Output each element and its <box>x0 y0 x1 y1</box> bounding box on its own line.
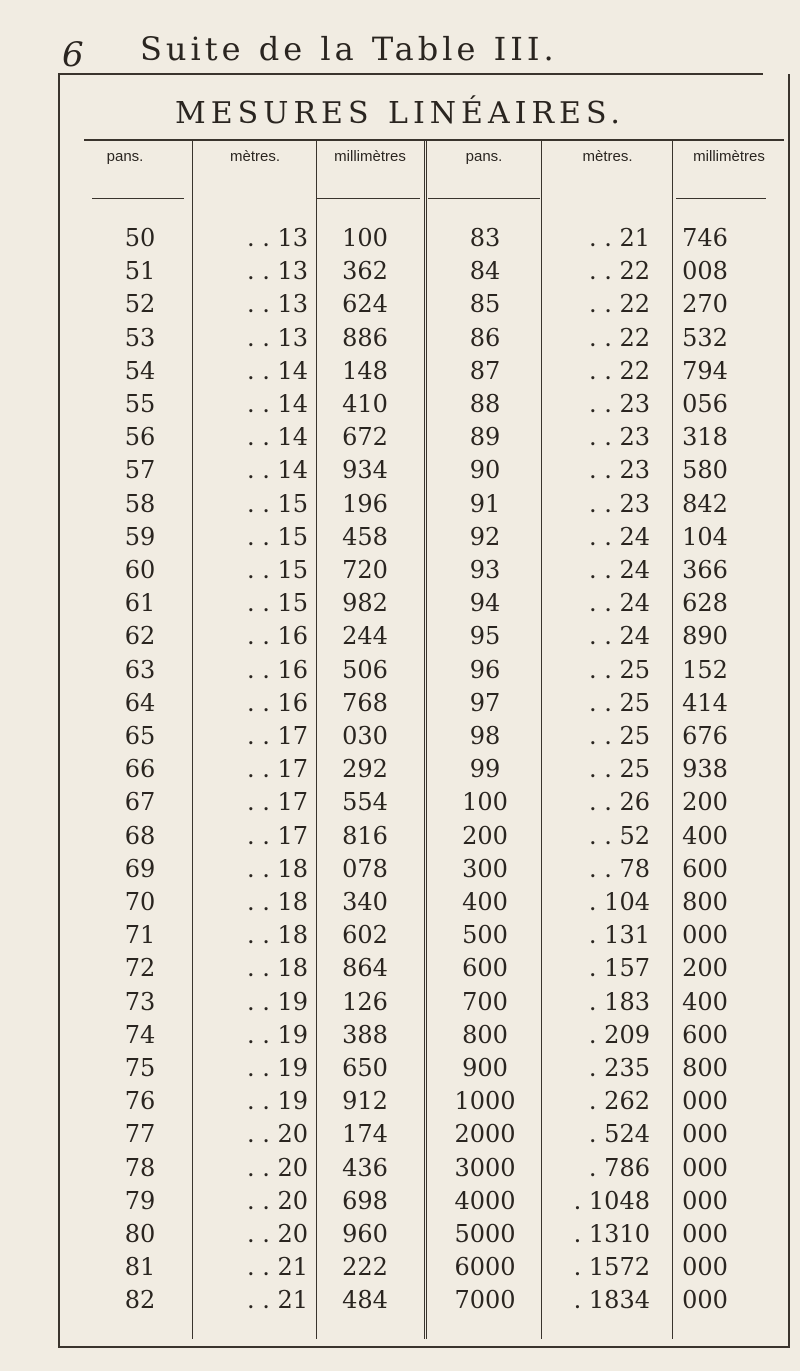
millimetres-cell: 506 <box>342 655 388 684</box>
pans-cell: 50 <box>124 224 156 252</box>
column-header-millimetres: millimètres <box>693 148 765 165</box>
pans-cell: 100 <box>462 788 508 817</box>
metres-cell: . . 15 <box>246 489 308 518</box>
metres-cell: . . 24 <box>588 589 650 618</box>
millimetres-cell: 842 <box>682 489 728 518</box>
metres-cell: . . 19 <box>246 1054 308 1082</box>
pans-cell: 3000 <box>454 1153 516 1182</box>
pans-cell: 84 <box>469 257 501 286</box>
pans-cell: 600 <box>462 954 508 983</box>
metres-cell: . . 13 <box>246 290 308 319</box>
millimetres-cell: 388 <box>342 1020 388 1049</box>
metres-cell: . 183 <box>588 987 650 1016</box>
table-row <box>0 888 800 916</box>
millimetres-cell: 000 <box>682 1087 728 1116</box>
metres-cell: . . 13 <box>246 323 308 352</box>
pans-cell: 99 <box>469 755 501 784</box>
pans-cell: 74 <box>124 1020 156 1049</box>
metres-cell: . . 14 <box>246 390 308 418</box>
pans-cell: 63 <box>124 655 156 684</box>
millimetres-cell: 000 <box>682 1120 728 1149</box>
millimetres-cell: 800 <box>682 888 728 916</box>
table-row <box>0 755 800 783</box>
metres-cell: . . 19 <box>246 1020 308 1049</box>
metres-cell: . . 13 <box>246 224 308 252</box>
column-header-metres: mètres. <box>582 148 633 165</box>
page-number: 6 <box>62 35 84 75</box>
table-row <box>0 921 800 949</box>
column-header-metres: mètres. <box>229 148 280 165</box>
metres-cell: . . 21 <box>588 224 650 252</box>
table-row <box>0 1154 800 1182</box>
millimetres-cell: 414 <box>682 688 728 717</box>
metres-cell: . . 23 <box>588 489 650 518</box>
running-title: Suite de la Table III. <box>140 30 558 68</box>
millimetres-cell: 600 <box>682 854 728 883</box>
table-row <box>0 490 800 518</box>
pans-cell: 2000 <box>454 1120 516 1149</box>
metres-cell: . . 25 <box>588 688 650 717</box>
millimetres-cell: 436 <box>342 1153 388 1182</box>
metres-cell: . . 14 <box>246 423 308 452</box>
metres-cell: . . 20 <box>246 1186 308 1215</box>
metres-cell: . . 18 <box>246 888 308 916</box>
millimetres-cell: 698 <box>342 1186 388 1215</box>
millimetres-cell: 078 <box>342 854 388 883</box>
pans-cell: 96 <box>469 655 501 684</box>
pans-cell: 4000 <box>454 1186 516 1215</box>
pans-cell: 97 <box>469 688 501 717</box>
millimetres-cell: 244 <box>342 622 388 651</box>
metres-cell: . . 17 <box>246 788 308 817</box>
table-row <box>0 1087 800 1115</box>
metres-cell: . . 17 <box>246 722 308 750</box>
table-row <box>0 822 800 850</box>
pans-cell: 64 <box>124 688 156 717</box>
pans-cell: 56 <box>124 423 156 452</box>
metres-cell: . . 25 <box>588 655 650 684</box>
pans-cell: 65 <box>124 722 156 750</box>
pans-cell: 86 <box>469 323 501 352</box>
pans-cell: 60 <box>124 556 156 584</box>
millimetres-cell: 000 <box>682 1286 728 1315</box>
pans-cell: 57 <box>124 456 156 485</box>
metres-cell: . . 20 <box>246 1153 308 1182</box>
millimetres-cell: 864 <box>342 954 388 983</box>
millimetres-cell: 362 <box>342 257 388 286</box>
millimetres-cell: 200 <box>682 788 728 817</box>
metres-cell: . 1572 <box>573 1253 650 1282</box>
millimetres-cell: 000 <box>682 921 728 950</box>
pans-cell: 87 <box>469 356 501 385</box>
header-underline <box>92 198 184 199</box>
metres-cell: . 157 <box>588 954 650 983</box>
millimetres-cell: 600 <box>682 1020 728 1049</box>
pans-cell: 400 <box>462 888 508 916</box>
millimetres-cell: 458 <box>342 522 388 551</box>
pans-cell: 81 <box>124 1253 156 1282</box>
pans-cell: 82 <box>124 1286 156 1315</box>
millimetres-cell: 000 <box>682 1153 728 1182</box>
pans-cell: 88 <box>469 390 501 418</box>
metres-cell: . . 17 <box>246 755 308 784</box>
metres-cell: . . 17 <box>246 821 308 850</box>
header-underline <box>428 198 540 199</box>
metres-cell: . . 20 <box>246 1120 308 1149</box>
metres-cell: . . 16 <box>246 655 308 684</box>
table-row <box>0 523 800 551</box>
millimetres-cell: 292 <box>342 755 388 784</box>
table-row <box>0 689 800 717</box>
column-header-pans: pans. <box>106 148 144 165</box>
table-row <box>0 1187 800 1215</box>
millimetres-cell: 934 <box>342 456 388 485</box>
pans-cell: 800 <box>462 1020 508 1049</box>
metres-cell: . . 25 <box>588 755 650 784</box>
millimetres-cell: 400 <box>682 821 728 850</box>
metres-cell: . 786 <box>588 1153 650 1182</box>
pans-cell: 61 <box>124 589 156 618</box>
pans-cell: 94 <box>469 589 501 618</box>
millimetres-cell: 000 <box>682 1253 728 1282</box>
pans-cell: 93 <box>469 556 501 584</box>
metres-cell: . . 24 <box>588 556 650 584</box>
millimetres-cell: 196 <box>342 489 388 518</box>
pans-cell: 89 <box>469 423 501 452</box>
table-row <box>0 589 800 617</box>
pans-cell: 69 <box>124 854 156 883</box>
metres-cell: . 104 <box>588 888 650 916</box>
metres-cell: . . 18 <box>246 954 308 983</box>
pans-cell: 6000 <box>454 1253 516 1282</box>
pans-cell: 55 <box>124 390 156 418</box>
millimetres-cell: 720 <box>342 556 388 584</box>
millimetres-cell: 366 <box>682 556 728 584</box>
metres-cell: . . 19 <box>246 987 308 1016</box>
pans-cell: 500 <box>462 921 508 950</box>
pans-cell: 72 <box>124 954 156 983</box>
pans-cell: 700 <box>462 987 508 1016</box>
millimetres-cell: 008 <box>682 257 728 286</box>
millimetres-cell: 200 <box>682 954 728 983</box>
table-row <box>0 622 800 650</box>
millimetres-cell: 104 <box>682 522 728 551</box>
millimetres-cell: 890 <box>682 622 728 651</box>
metres-cell: . . 23 <box>588 423 650 452</box>
pans-cell: 78 <box>124 1153 156 1182</box>
metres-cell: . . 23 <box>588 390 650 418</box>
millimetres-cell: 410 <box>342 390 388 418</box>
table-row <box>0 1054 800 1082</box>
header-underline <box>316 198 420 199</box>
pans-cell: 75 <box>124 1054 156 1082</box>
table-row <box>0 556 800 584</box>
pans-cell: 7000 <box>454 1286 516 1315</box>
millimetres-cell: 100 <box>342 224 388 252</box>
metres-cell: . . 15 <box>246 556 308 584</box>
metres-cell: . 524 <box>588 1120 650 1149</box>
table-row <box>0 1021 800 1049</box>
metres-cell: . 235 <box>588 1054 650 1082</box>
millimetres-cell: 126 <box>342 987 388 1016</box>
millimetres-cell: 056 <box>682 390 728 418</box>
millimetres-cell: 982 <box>342 589 388 618</box>
millimetres-cell: 938 <box>682 755 728 784</box>
table-row <box>0 855 800 883</box>
metres-cell: . . 14 <box>246 356 308 385</box>
metres-cell: . . 15 <box>246 522 308 551</box>
metres-cell: . . 25 <box>588 722 650 750</box>
metres-cell: . . 22 <box>588 257 650 286</box>
pans-cell: 62 <box>124 622 156 651</box>
header-underline <box>676 198 766 199</box>
millimetres-cell: 800 <box>682 1054 728 1082</box>
pans-cell: 79 <box>124 1186 156 1215</box>
pans-cell: 73 <box>124 987 156 1016</box>
column-header-pans: pans. <box>465 148 503 165</box>
table-row <box>0 324 800 352</box>
pans-cell: 80 <box>124 1220 156 1248</box>
millimetres-cell: 794 <box>682 356 728 385</box>
table-row <box>0 390 800 418</box>
metres-cell: . . 26 <box>588 788 650 817</box>
millimetres-cell: 580 <box>682 456 728 485</box>
metres-cell: . . 22 <box>588 290 650 319</box>
metres-cell: . . 16 <box>246 622 308 651</box>
millimetres-cell: 222 <box>342 1253 388 1282</box>
pans-cell: 66 <box>124 755 156 784</box>
metres-cell: . 131 <box>588 921 650 950</box>
millimetres-cell: 318 <box>682 423 728 452</box>
table-row <box>0 290 800 318</box>
millimetres-cell: 676 <box>682 722 728 750</box>
metres-cell: . . 20 <box>246 1220 308 1248</box>
metres-cell: . 209 <box>588 1020 650 1049</box>
metres-cell: . . 21 <box>246 1286 308 1315</box>
table-row <box>0 788 800 816</box>
millimetres-cell: 886 <box>342 323 388 352</box>
pans-cell: 91 <box>469 489 501 518</box>
pans-cell: 68 <box>124 821 156 850</box>
millimetres-cell: 270 <box>682 290 728 319</box>
table-row <box>0 1286 800 1314</box>
metres-cell: . . 15 <box>246 589 308 618</box>
table-row <box>0 1220 800 1248</box>
pans-cell: 58 <box>124 489 156 518</box>
pans-cell: 98 <box>469 722 501 750</box>
pans-cell: 67 <box>124 788 156 817</box>
pans-cell: 95 <box>469 622 501 651</box>
table-row <box>0 224 800 252</box>
millimetres-cell: 532 <box>682 323 728 352</box>
table-row <box>0 357 800 385</box>
pans-cell: 85 <box>469 290 501 319</box>
pans-cell: 300 <box>462 854 508 883</box>
table-row <box>0 456 800 484</box>
section-title: MESURES LINÉAIRES. <box>175 96 625 131</box>
metres-cell: . 262 <box>588 1087 650 1116</box>
millimetres-cell: 030 <box>342 722 388 750</box>
table-row <box>0 954 800 982</box>
millimetres-cell: 340 <box>342 888 388 916</box>
metres-cell: . . 16 <box>246 688 308 717</box>
heading-rule <box>84 139 784 141</box>
pans-cell: 90 <box>469 456 501 485</box>
pans-cell: 1000 <box>454 1087 516 1116</box>
metres-cell: . . 24 <box>588 622 650 651</box>
millimetres-cell: 628 <box>682 589 728 618</box>
millimetres-cell: 000 <box>682 1220 728 1248</box>
metres-cell: . . 78 <box>588 854 650 883</box>
pans-cell: 52 <box>124 290 156 319</box>
pans-cell: 83 <box>469 224 501 252</box>
metres-cell: . . 23 <box>588 456 650 485</box>
millimetres-cell: 672 <box>342 423 388 452</box>
millimetres-cell: 148 <box>342 356 388 385</box>
millimetres-cell: 152 <box>682 655 728 684</box>
pans-cell: 200 <box>462 821 508 850</box>
millimetres-cell: 624 <box>342 290 388 319</box>
millimetres-cell: 650 <box>342 1054 388 1082</box>
table-row <box>0 257 800 285</box>
metres-cell: . 1310 <box>573 1220 650 1248</box>
metres-cell: . . 18 <box>246 854 308 883</box>
table-row <box>0 1120 800 1148</box>
metres-cell: . . 21 <box>246 1253 308 1282</box>
column-header-millimetres: millimètres <box>334 148 406 165</box>
pans-cell: 53 <box>124 323 156 352</box>
millimetres-cell: 000 <box>682 1186 728 1215</box>
pans-cell: 77 <box>124 1120 156 1149</box>
millimetres-cell: 960 <box>342 1220 388 1248</box>
table-row <box>0 988 800 1016</box>
metres-cell: . 1834 <box>573 1286 650 1315</box>
pans-cell: 71 <box>124 921 156 950</box>
metres-cell: . 1048 <box>573 1186 650 1215</box>
metres-cell: . . 22 <box>588 323 650 352</box>
table-row <box>0 656 800 684</box>
metres-cell: . . 18 <box>246 921 308 950</box>
table-row <box>0 1253 800 1281</box>
pans-cell: 54 <box>124 356 156 385</box>
table-row <box>0 423 800 451</box>
table-row <box>0 722 800 750</box>
pans-cell: 5000 <box>454 1220 516 1248</box>
millimetres-cell: 746 <box>682 224 728 252</box>
pans-cell: 70 <box>124 888 156 916</box>
millimetres-cell: 768 <box>342 688 388 717</box>
millimetres-cell: 174 <box>342 1120 388 1149</box>
metres-cell: . . 13 <box>246 257 308 286</box>
pans-cell: 900 <box>462 1054 508 1082</box>
metres-cell: . . 24 <box>588 522 650 551</box>
pans-cell: 51 <box>124 257 156 286</box>
metres-cell: . . 14 <box>246 456 308 485</box>
metres-cell: . . 22 <box>588 356 650 385</box>
metres-cell: . . 52 <box>588 821 650 850</box>
pans-cell: 76 <box>124 1087 156 1116</box>
millimetres-cell: 912 <box>342 1087 388 1116</box>
millimetres-cell: 484 <box>342 1286 388 1315</box>
millimetres-cell: 816 <box>342 821 388 850</box>
pans-cell: 92 <box>469 522 501 551</box>
metres-cell: . . 19 <box>246 1087 308 1116</box>
millimetres-cell: 554 <box>342 788 388 817</box>
pans-cell: 59 <box>124 522 156 551</box>
millimetres-cell: 602 <box>342 921 388 950</box>
millimetres-cell: 400 <box>682 987 728 1016</box>
